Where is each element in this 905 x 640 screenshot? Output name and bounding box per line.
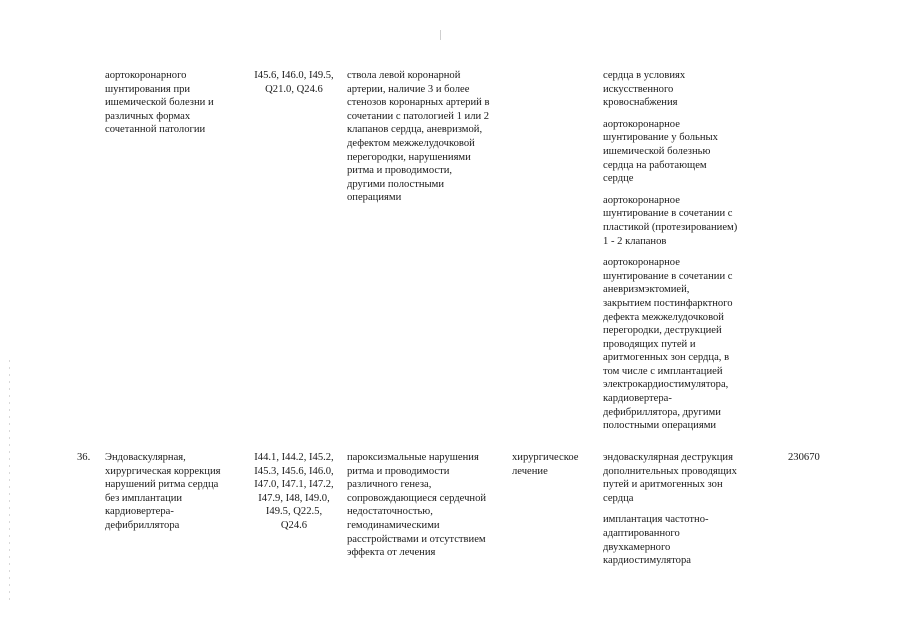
method-item: аортокоронарное шунтирование в сочетании с аневризмэктомией, закрытием постинфарктного дефекта межжелудочковой перегородки, деструкцией проводящих путей и аритмогенных зон сердца, в том числе с имплантацией электрокардиостимулятора, кардиовертера- дефибриллятора, другими полостными операциями xyxy=(603,257,733,432)
scan-mark xyxy=(440,30,441,40)
row-methods-cell xyxy=(603,451,737,568)
method-item: сердца в условиях искусственного кровоснабжения xyxy=(603,70,686,109)
row-model-cell: ствола левой коронарной артерии, наличие 3 и более стенозов коронарных артерий в сочетании с патологией 1 или 2 клапанов сердца, аневризмой, дефектом межжелудочковой перегородки, нарушениями ритма и проводимости, другими полостными операциями xyxy=(347,70,490,204)
row-model-cell: пароксизмальные нарушения ритма и проводимости различного генеза, сопровождающиеся сердечной недостаточностью, гемодинамическими расстройствами и отсутствием эффекта от лечения xyxy=(347,452,487,559)
row-codes-cell: I44.1, I44.2, I45.2, I45.3, I45.6, I46.0, I47.0, I47.1, I47.2, I47.9, I48, I49.0, I49.5, Q22.5, Q24.6 xyxy=(254,452,334,531)
row-codes-cell: I45.6, I46.0, I49.5, Q21.0, Q24.6 xyxy=(254,70,334,95)
method-item: эндоваскулярная деструкция дополнительных проводящих путей и аритмогенных зон сердца xyxy=(603,452,737,504)
method-item: аортокоронарное шунтирование в сочетании с пластикой (протезированием) 1 - 2 клапанов xyxy=(603,194,738,247)
row-cost-cell: 230670 xyxy=(788,452,820,463)
row-name-cell: аортокоронарного шунтирования при ишемической болезни и различных формах сочетанной патологии xyxy=(105,70,214,136)
row-number-cell: 36. xyxy=(77,452,91,463)
method-item: имплантация частотно- адаптированного двухкамерного кардиостимулятора xyxy=(603,514,709,567)
row-methods-cell xyxy=(603,69,737,433)
method-item: аортокоронарное шунтирование у больных ишемической болезнью сердца на работающем сердце xyxy=(603,118,718,185)
row-treatment-cell: хирургическое лечение xyxy=(512,452,579,477)
scan-edge-mark xyxy=(9,360,10,600)
row-name-cell: Эндоваскулярная, хирургическая коррекция нарушений ритма сердца без имплантации кардиовертера- дефибриллятора xyxy=(105,452,221,531)
